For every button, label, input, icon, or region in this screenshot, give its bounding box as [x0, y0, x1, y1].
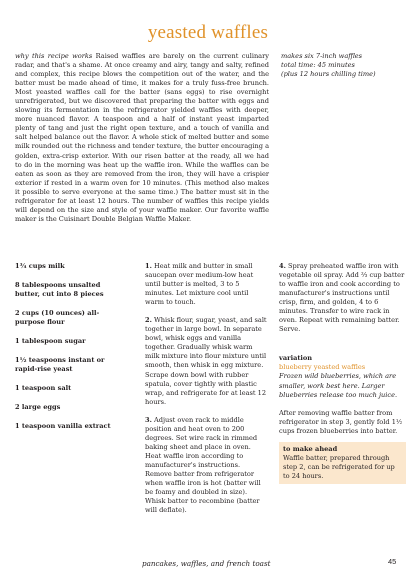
step-text: Heat milk and butter in small saucepan over medium-low heat until butter is melted, 3 to 5 minutes. Let mixture cool until warm to touch.	[145, 262, 254, 307]
intro-lead: why this recipe works	[15, 52, 93, 60]
steps-column	[145, 262, 267, 524]
step-number: 2.	[145, 316, 152, 325]
ingredient-item: 2 cups (10 ounces) all-purpose flour	[15, 309, 100, 327]
ingredient-item: 1 tablespoon sugar	[15, 337, 86, 346]
make-ahead-heading: to make ahead	[283, 444, 338, 453]
page-number: 45	[388, 557, 397, 566]
variation-note: Frozen wild blueberries, which are smaller, work best here. Larger blueberries release too much juice.	[279, 372, 398, 399]
step-text: Spray preheated waffle iron with vegetable oil spray. Add ⅔ cup batter to waffle iron and cook according to manufacturer's instructions until crisp, firm, and golden, 4 to 6 minutes. Transfer to wire rack in oven. Repeat with remaining batter. Serve.	[279, 262, 405, 334]
ingredient-item: 1¾ cups milk	[15, 262, 65, 270]
step-number: 1.	[145, 262, 152, 270]
yield-info	[281, 52, 406, 79]
yield-chill-time: (plus 12 hours chilling time)	[281, 70, 376, 79]
ingredients-list	[15, 262, 125, 442]
make-ahead-box	[279, 442, 406, 484]
step-4	[279, 262, 406, 334]
ingredient-item: 1½ teaspoons instant or rapid-rise yeast	[15, 356, 105, 374]
variation-heading: variation	[279, 354, 313, 363]
ingredient-item: 8 tablespoons unsalted butter, cut into 8 pieces	[15, 281, 104, 299]
ingredient-item: 1 teaspoon salt	[15, 384, 72, 393]
variation-text: After removing waffle batter from refrigerator in step 3, gently fold 1½ cups frozen blueberries into batter.	[279, 408, 403, 435]
steps-column-right	[279, 262, 406, 484]
variation-title: blueberry yeasted waffles	[279, 363, 366, 372]
intro-paragraph	[15, 52, 269, 224]
footer-section-title: pancakes, waffles, and french toast	[142, 559, 271, 568]
yield-makes: makes six 7-inch waffles	[281, 52, 363, 60]
intro-body: Raised waffles are barely on the current culinary radar, and that's a shame. At once creamy and airy, tangy and salty, refined and complex, this recipe blows the competition out of the water, and the batter must be made ahead of time, it makes for a truly fuss-free brunch. Most yeasted waffles call for the batter (sans eggs) to rise overnight unrefrigerated, but we discovered that preparing the batter with eggs and slowing its fermentation in the refrigerator yielded waffles with deeper, more nuanced flavor. A teaspoon and a half of instant yeast imparted plenty of tang and just the right open texture, and a touch of vanilla and salt helped balance out the flavor. A whole stick of melted butter and some milk rounded out the richness and tender texture, the butter encouraging a golden, extra-crisp exterior. With our risen batter at the ready, all we had to do in the morning was heat up the waffle iron. While the waffles can be eaten as soon as they are removed from the iron, they will have a crispier exterior if rested in a warm oven for 10 minutes. (This method also makes it possible to serve everyone at the same time.) The batter must sit in the refrigerator for at least 12 hours. The number of waffles this recipe yields will depend on the size and style of your waffle maker. Our favorite waffle maker is the Cuisinart Double Belgian Waffle Maker.	[15, 52, 269, 223]
step-text: Adjust oven rack to middle position and heat oven to 200 degrees. Set wire rack in rimmed baking sheet and place in oven. Heat waffle iron according to manufacturer's instructions. Remove batter from refrigerator when waffle iron is hot (batter will be foamy and doubled in size). Whisk batter to recombine (batter will deflate).	[145, 415, 261, 515]
step-1	[145, 262, 267, 307]
step-number: 4.	[279, 262, 286, 270]
step-2	[145, 316, 267, 406]
step-3	[145, 416, 267, 516]
recipe-title: yeasted waffles	[147, 22, 269, 43]
step-text: Whisk flour, sugar, yeast, and salt together in large bowl. In separate bowl, whisk eggs and vanilla together. Gradually whisk warm milk mixture into flour mixture until smooth, then whisk in egg mixture. Scrape down bowl with rubber spatula, cover tightly with plastic wrap, and refrigerate for at least 12 hours.	[145, 316, 267, 406]
step-number: 3.	[145, 415, 152, 424]
yield-total-time: total time: 45 minutes	[281, 61, 355, 70]
ingredient-item: 1 teaspoon vanilla extract	[15, 422, 111, 431]
ingredient-item: 2 large eggs	[15, 403, 61, 412]
make-ahead-text: Waffle batter, prepared through step 2, can be refrigerated for up to 24 hours.	[283, 453, 395, 480]
